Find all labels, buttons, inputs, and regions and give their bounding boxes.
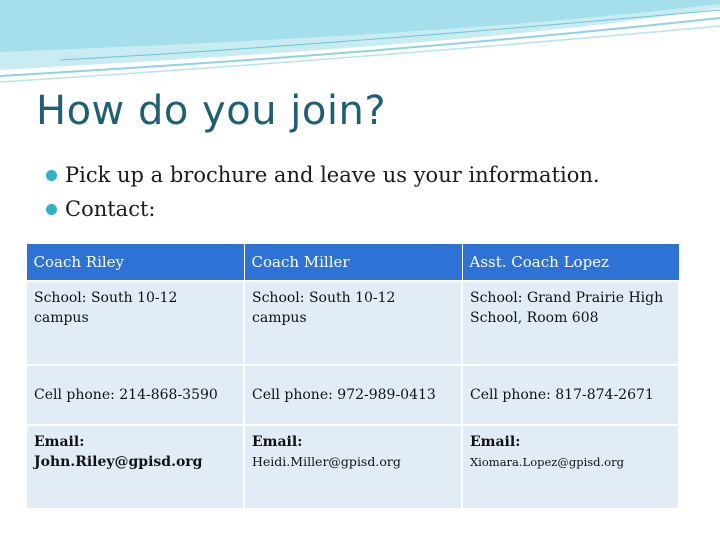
cell-miller: Cell phone: 972-989-0413 — [244, 365, 462, 425]
header-coach-lopez: Asst. Coach Lopez — [462, 244, 679, 282]
email-address-riley: John.Riley@gpisd.org — [34, 454, 203, 470]
contacts-table — [25, 243, 680, 510]
bullet-list — [46, 158, 600, 226]
header-coach-miller: Coach Miller — [244, 244, 462, 282]
email-cell-miller — [244, 425, 462, 509]
email-label: Email: — [252, 434, 303, 450]
slide-title: How do you join? — [36, 88, 387, 134]
email-label: Email: — [470, 434, 521, 450]
school-riley: School: South 10-12 campus — [26, 281, 244, 365]
bullet-text: Pick up a brochure and leave us your information. — [65, 163, 600, 187]
email-cell-lopez — [462, 425, 679, 509]
cell-lopez: Cell phone: 817-874-2671 — [462, 365, 679, 425]
header-coach-riley: Coach Riley — [26, 244, 244, 282]
decorative-swoosh-header — [0, 0, 720, 90]
cell-riley: Cell phone: 214-868-3590 — [26, 365, 244, 425]
table-header-row — [26, 244, 679, 282]
table-row-school — [26, 281, 679, 365]
bullet-dot-icon — [46, 170, 57, 181]
email-cell-riley — [26, 425, 244, 509]
bullet-item — [46, 192, 600, 226]
email-address-miller: Heidi.Miller@gpisd.org — [252, 454, 401, 469]
email-address-lopez: Xiomara.Lopez@gpisd.org — [470, 455, 624, 469]
table-row-cell-phone — [26, 365, 679, 425]
bullet-item — [46, 158, 600, 192]
school-lopez: School: Grand Prairie High School, Room 608 — [462, 281, 679, 365]
bullet-text: Contact: — [65, 197, 156, 221]
school-miller: School: South 10-12 campus — [244, 281, 462, 365]
table-row-email — [26, 425, 679, 509]
email-label: Email: — [34, 434, 85, 450]
bullet-dot-icon — [46, 204, 57, 215]
